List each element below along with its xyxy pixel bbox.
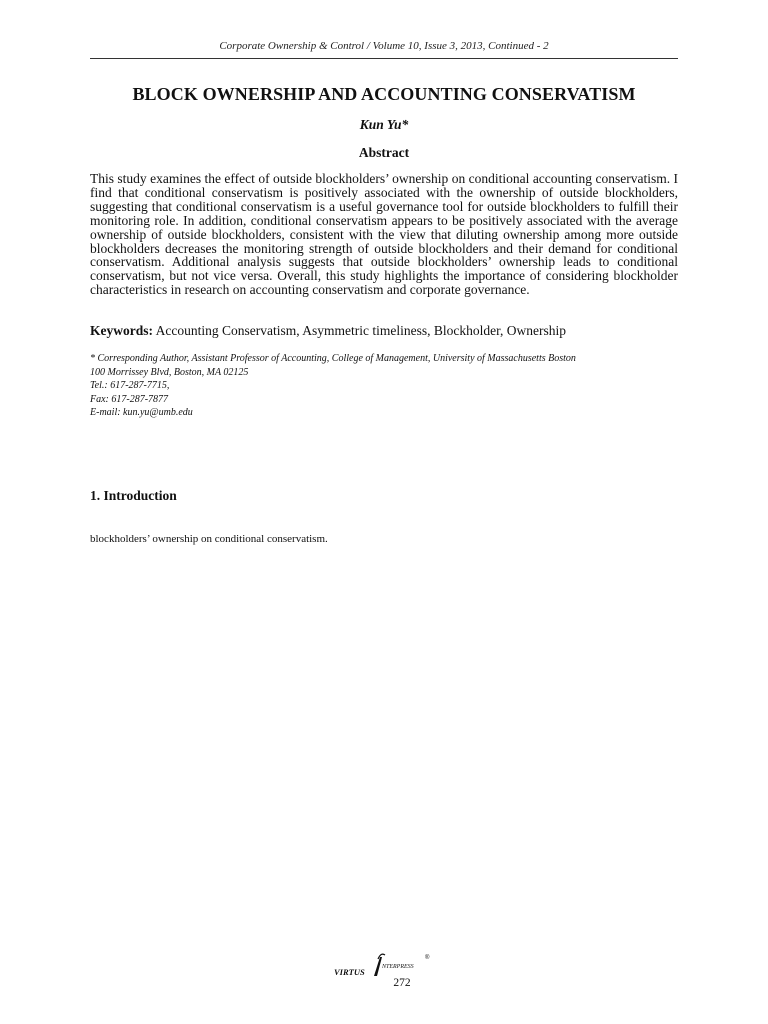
footnote-fax: Fax: 617-287-7877: [90, 393, 169, 405]
footnote-address: 100 Morrissey Blvd, Boston, MA 02125: [90, 366, 249, 378]
footnote-email: E-mail: kun.yu@umb.edu: [90, 407, 193, 418]
logo-text-virtus: VIRTUS: [334, 967, 365, 977]
keywords: [90, 323, 678, 339]
page-number: 272: [393, 977, 411, 989]
author-name: Kun Yu*: [359, 117, 409, 132]
logo-swoosh-icon: [374, 957, 382, 976]
footnote-affiliation: * Corresponding Author, Assistant Professor of Accounting, College of Management, University of Massachusetts Boston: [90, 353, 576, 364]
abstract-text: This study examines the effect of outside blockholders’ ownership on conditional accounting conservatism. I find that conditional conservatism is positively associated with the ownership of outside blockholders, suggesting that conditional conservatism is a useful governance tool for outside blockholders to fulfill their monitoring role. In addition, conditional conservatism appears to be positively associated with the average ownership of outside blockholders, consistent with the view that diluting ownership among more outside blockholders decreases the monitoring strength of outside blockholders and their demand for conditional conservatism. Additional analysis suggests that outside blockholders’ ownership leads to conditional conservatism, but not vice versa. Overall, this study highlights the importance of considering blockholder characteristics in research on accounting conservatism and corporate governance.: [90, 171, 678, 298]
virtus-interpress-logo: [334, 951, 434, 979]
paper-title: BLOCK OWNERSHIP AND ACCOUNTING CONSERVATISM: [132, 84, 636, 104]
author-footnote: [90, 352, 678, 420]
header-rule: [90, 58, 678, 59]
abstract-heading: Abstract: [358, 145, 410, 160]
section-heading-introduction: 1. Introduction: [90, 488, 177, 503]
logo-text-interpress: NTERPRESS: [382, 964, 414, 970]
keywords-label: Keywords:: [90, 323, 153, 338]
running-header: Corporate Ownership & Control / Volume 10, Issue 3, 2013, Continued - 2: [219, 40, 549, 52]
introduction-text: blockholders’ ownership on conditional conservatism.: [90, 533, 328, 545]
keywords-text: Accounting Conservatism, Asymmetric timeliness, Blockholder, Ownership: [155, 323, 567, 338]
footnote-tel: Tel.: 617-287-7715,: [90, 380, 170, 391]
registered-mark-icon: ®: [425, 955, 430, 961]
